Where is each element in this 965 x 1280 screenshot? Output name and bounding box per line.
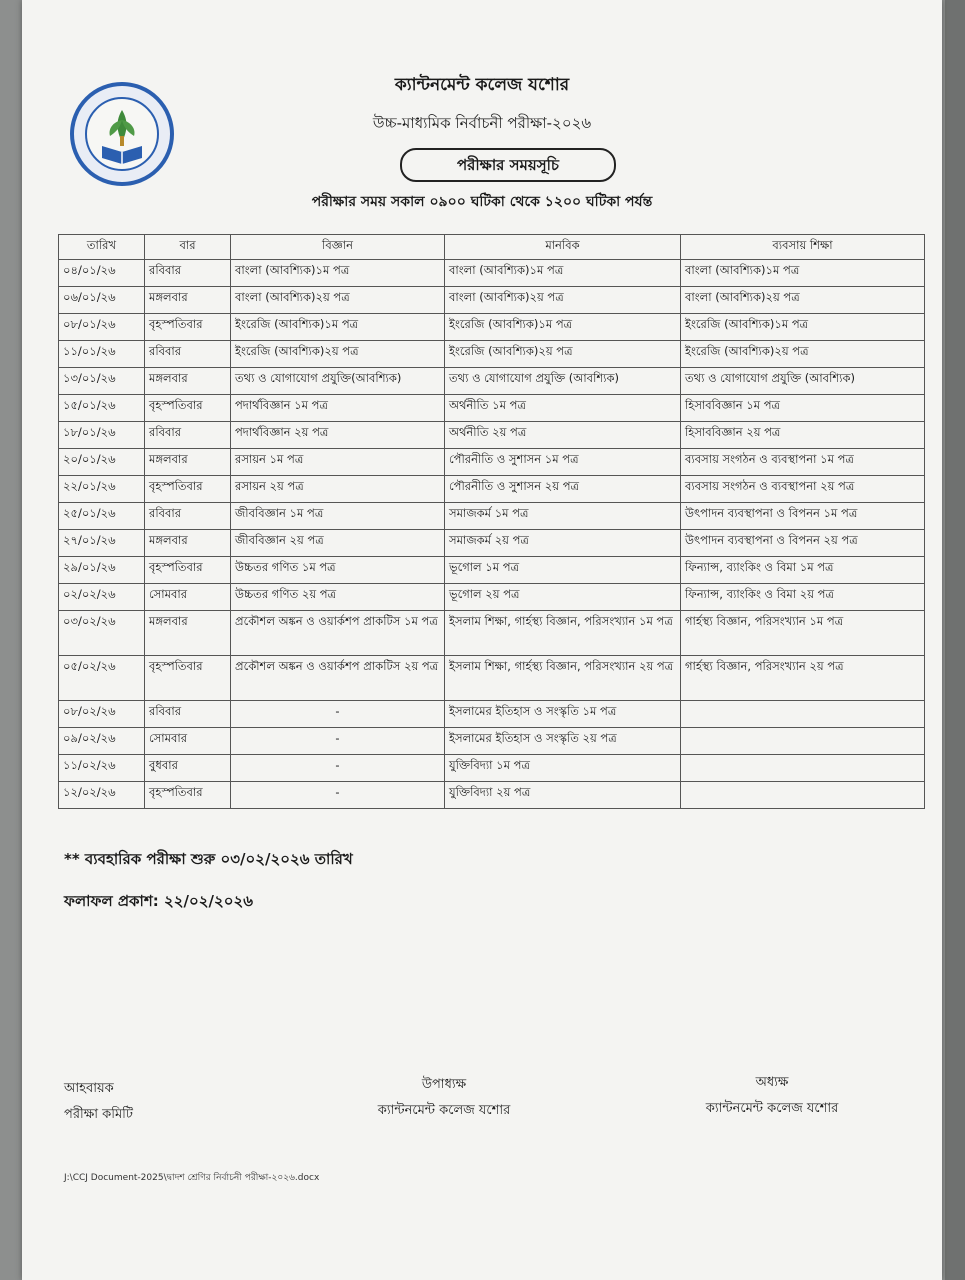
cell-business: হিসাববিজ্ঞান ২য় পত্র — [681, 422, 925, 449]
cell-day: বৃহস্পতিবার — [145, 314, 231, 341]
cell-business — [681, 782, 925, 809]
cell-day: মঙ্গলবার — [145, 449, 231, 476]
cell-day: সোমবার — [145, 728, 231, 755]
cell-day: বৃহস্পতিবার — [145, 656, 231, 701]
table-row — [59, 755, 925, 782]
cell-business: ফিন্যান্স, ব্যাংকিং ও বিমা ২য় পত্র — [681, 584, 925, 611]
table-row — [59, 368, 925, 395]
cell-humanities: ইংরেজি (আবশ্যিক)২য় পত্র — [445, 341, 681, 368]
cell-business: হিসাববিজ্ঞান ১ম পত্র — [681, 395, 925, 422]
cell-humanities: অর্থনীতি ২য় পত্র — [445, 422, 681, 449]
cell-date: ১১/০১/২৬ — [59, 341, 145, 368]
table-row — [59, 422, 925, 449]
cell-science: বাংলা (আবশ্যিক)১ম পত্র — [231, 260, 445, 287]
cell-business: তথ্য ও যোগাযোগ প্রযুক্তি (আবশ্যিক) — [681, 368, 925, 395]
cell-date: ২৭/০১/২৬ — [59, 530, 145, 557]
cell-date: ০৩/০২/২৬ — [59, 611, 145, 656]
cell-date: ১১/০২/২৬ — [59, 755, 145, 782]
cell-day: রবিবার — [145, 701, 231, 728]
cell-science: রসায়ন ১ম পত্র — [231, 449, 445, 476]
signature-principal — [672, 1070, 872, 1122]
table-row — [59, 287, 925, 314]
vice-principal-title: উপাধ্যক্ষ — [421, 1077, 467, 1092]
cell-business: ইংরেজি (আবশ্যিক)২য় পত্র — [681, 341, 925, 368]
cell-business: উৎপাদন ব্যবস্থাপনা ও বিপনন ১ম পত্র — [681, 503, 925, 530]
convener-title: আহবায়ক — [64, 1081, 114, 1096]
signature-vice-principal — [344, 1072, 544, 1124]
cell-business: উৎপাদন ব্যবস্থাপনা ও বিপনন ২য় পত্র — [681, 530, 925, 557]
table-row — [59, 314, 925, 341]
cell-humanities: পৌরনীতি ও সুশাসন ১ম পত্র — [445, 449, 681, 476]
cell-humanities: পৌরনীতি ও সুশাসন ২য় পত্র — [445, 476, 681, 503]
table-row — [59, 701, 925, 728]
cell-day: বৃহস্পতিবার — [145, 557, 231, 584]
cell-business: বাংলা (আবশ্যিক)২য় পত্র — [681, 287, 925, 314]
cell-science: ইংরেজি (আবশ্যিক)১ম পত্র — [231, 314, 445, 341]
cell-date: ০৮/০২/২৬ — [59, 701, 145, 728]
cell-date: ০৪/০১/২৬ — [59, 260, 145, 287]
cell-science: রসায়ন ২য় পত্র — [231, 476, 445, 503]
column-header-date: তারিখ — [59, 235, 145, 260]
cell-date: ০২/০২/২৬ — [59, 584, 145, 611]
table-row — [59, 341, 925, 368]
cell-date: ১৩/০১/২৬ — [59, 368, 145, 395]
practical-exam-note: ** ব্যবহারিক পরীক্ষা শুরু ০৩/০২/২০২৬ তারিখ — [64, 850, 353, 868]
cell-humanities: ভূগোল ১ম পত্র — [445, 557, 681, 584]
result-publication-note: ফলাফল প্রকাশ: ২২/০২/২০২৬ — [64, 892, 253, 910]
cell-humanities: অর্থনীতি ১ম পত্র — [445, 395, 681, 422]
table-row — [59, 260, 925, 287]
cell-science: তথ্য ও যোগাযোগ প্রযুক্তি(আবশ্যিক) — [231, 368, 445, 395]
cell-humanities: ইংরেজি (আবশ্যিক)১ম পত্র — [445, 314, 681, 341]
cell-business: গার্হস্থ্য বিজ্ঞান, পরিসংখ্যান ১ম পত্র — [681, 611, 925, 656]
cell-business: বাংলা (আবশ্যিক)১ম পত্র — [681, 260, 925, 287]
cell-day: বৃহস্পতিবার — [145, 395, 231, 422]
table-row — [59, 449, 925, 476]
table-row — [59, 530, 925, 557]
cell-science: পদার্থবিজ্ঞান ১ম পত্র — [231, 395, 445, 422]
cell-business: গার্হস্থ্য বিজ্ঞান, পরিসংখ্যান ২য় পত্র — [681, 656, 925, 701]
cell-humanities: যুক্তিবিদ্যা ১ম পত্র — [445, 755, 681, 782]
exam-routine-page — [22, 0, 942, 1280]
table-row — [59, 503, 925, 530]
cell-humanities: সমাজকর্ম ২য় পত্র — [445, 530, 681, 557]
cell-science: - — [231, 782, 445, 809]
cell-day: মঙ্গলবার — [145, 611, 231, 656]
cell-science: ইংরেজি (আবশ্যিক)২য় পত্র — [231, 341, 445, 368]
cell-date: ০৬/০১/২৬ — [59, 287, 145, 314]
cell-business: ফিন্যান্স, ব্যাংকিং ও বিমা ১ম পত্র — [681, 557, 925, 584]
cell-humanities: তথ্য ও যোগাযোগ প্রযুক্তি (আবশ্যিক) — [445, 368, 681, 395]
table-row — [59, 728, 925, 755]
cell-science: উচ্চতর গণিত ২য় পত্র — [231, 584, 445, 611]
cell-humanities: বাংলা (আবশ্যিক)১ম পত্র — [445, 260, 681, 287]
table-row — [59, 782, 925, 809]
table-row — [59, 395, 925, 422]
cell-humanities: সমাজকর্ম ১ম পত্র — [445, 503, 681, 530]
exam-time: পরীক্ষার সময় সকাল ০৯০০ ঘটিকা থেকে ১২০০ ঘটিকা পর্যন্ত — [311, 194, 653, 210]
cell-humanities: বাংলা (আবশ্যিক)২য় পত্র — [445, 287, 681, 314]
cell-science: - — [231, 755, 445, 782]
cell-science: - — [231, 728, 445, 755]
cell-day: মঙ্গলবার — [145, 368, 231, 395]
column-header-science: বিজ্ঞান — [231, 235, 445, 260]
cell-business: ইংরেজি (আবশ্যিক)১ম পত্র — [681, 314, 925, 341]
vice-principal-org: ক্যান্টনমেন্ট কলেজ যশোর — [377, 1103, 511, 1118]
cell-day: সোমবার — [145, 584, 231, 611]
table-row — [59, 476, 925, 503]
cell-date: ২২/০১/২৬ — [59, 476, 145, 503]
cell-day: রবিবার — [145, 422, 231, 449]
cell-science: জীববিজ্ঞান ১ম পত্র — [231, 503, 445, 530]
cell-science: বাংলা (আবশ্যিক)২য় পত্র — [231, 287, 445, 314]
cell-humanities: ভূগোল ২য় পত্র — [445, 584, 681, 611]
cell-day: বৃহস্পতিবার — [145, 476, 231, 503]
cell-date: ০৯/০২/২৬ — [59, 728, 145, 755]
cell-day: রবিবার — [145, 260, 231, 287]
cell-humanities: ইসলাম শিক্ষা, গার্হস্থ্য বিজ্ঞান, পরিসংখ্যান ২য় পত্র — [445, 656, 681, 701]
table-row — [59, 611, 925, 656]
convener-org: পরীক্ষা কমিটি — [64, 1107, 133, 1122]
cell-science: - — [231, 701, 445, 728]
column-header-business: ব্যবসায় শিক্ষা — [681, 235, 925, 260]
cell-date: ১৮/০১/২৬ — [59, 422, 145, 449]
background-wall — [945, 0, 965, 1280]
cell-business — [681, 728, 925, 755]
cell-date: ২৯/০১/২৬ — [59, 557, 145, 584]
routine-table — [58, 234, 925, 809]
cell-date: ০৮/০১/২৬ — [59, 314, 145, 341]
exam-name: উচ্চ-মাধ্যমিক নির্বাচনী পরীক্ষা-২০২৬ — [372, 114, 592, 132]
file-path-footer: J:\CCJ Document-2025\দ্বাদশ শ্রেণির নির্বাচনী পরীক্ষা-২০২৬.docx — [64, 1173, 320, 1183]
college-name: ক্যান্টনমেন্ট কলেজ যশোর — [394, 75, 570, 95]
cell-humanities: যুক্তিবিদ্যা ২য় পত্র — [445, 782, 681, 809]
cell-business: ব্যবসায় সংগঠন ও ব্যবস্থাপনা ১ম পত্র — [681, 449, 925, 476]
column-header-humanities: মানবিক — [445, 235, 681, 260]
schedule-title: পরীক্ষার সময়সূচি — [400, 148, 616, 182]
table-row — [59, 584, 925, 611]
table-header-row — [59, 235, 925, 260]
cell-science: জীববিজ্ঞান ২য় পত্র — [231, 530, 445, 557]
cell-business — [681, 701, 925, 728]
cell-day: রবিবার — [145, 503, 231, 530]
table-row — [59, 656, 925, 701]
cell-science: পদার্থবিজ্ঞান ২য় পত্র — [231, 422, 445, 449]
column-header-day: বার — [145, 235, 231, 260]
cell-day: মঙ্গলবার — [145, 530, 231, 557]
principal-title: অধ্যক্ষ — [755, 1075, 789, 1090]
cell-business: ব্যবসায় সংগঠন ও ব্যবস্থাপনা ২য় পত্র — [681, 476, 925, 503]
table-row — [59, 557, 925, 584]
cell-humanities: ইসলামের ইতিহাস ও সংস্কৃতি ২য় পত্র — [445, 728, 681, 755]
signature-convener — [64, 1076, 133, 1128]
cell-humanities: ইসলামের ইতিহাস ও সংস্কৃতি ১ম পত্র — [445, 701, 681, 728]
cell-day: বৃহস্পতিবার — [145, 782, 231, 809]
cell-business — [681, 755, 925, 782]
cell-date: ০৫/০২/২৬ — [59, 656, 145, 701]
cell-humanities: ইসলাম শিক্ষা, গার্হস্থ্য বিজ্ঞান, পরিসংখ্যান ১ম পত্র — [445, 611, 681, 656]
cell-day: মঙ্গলবার — [145, 287, 231, 314]
cell-date: ১৫/০১/২৬ — [59, 395, 145, 422]
cell-science: প্রকৌশল অঙ্কন ও ওয়ার্কশপ প্রাকটিস ১ম পত্র — [231, 611, 445, 656]
cell-date: ১২/০২/২৬ — [59, 782, 145, 809]
cell-day: রবিবার — [145, 341, 231, 368]
cell-date: ২০/০১/২৬ — [59, 449, 145, 476]
cell-date: ২৫/০১/২৬ — [59, 503, 145, 530]
cell-science: উচ্চতর গণিত ১ম পত্র — [231, 557, 445, 584]
principal-org: ক্যান্টনমেন্ট কলেজ যশোর — [705, 1101, 839, 1116]
cell-day: বুধবার — [145, 755, 231, 782]
cell-science: প্রকৌশল অঙ্কন ও ওয়ার্কশপ প্রাকটিস ২য় পত্র — [231, 656, 445, 701]
